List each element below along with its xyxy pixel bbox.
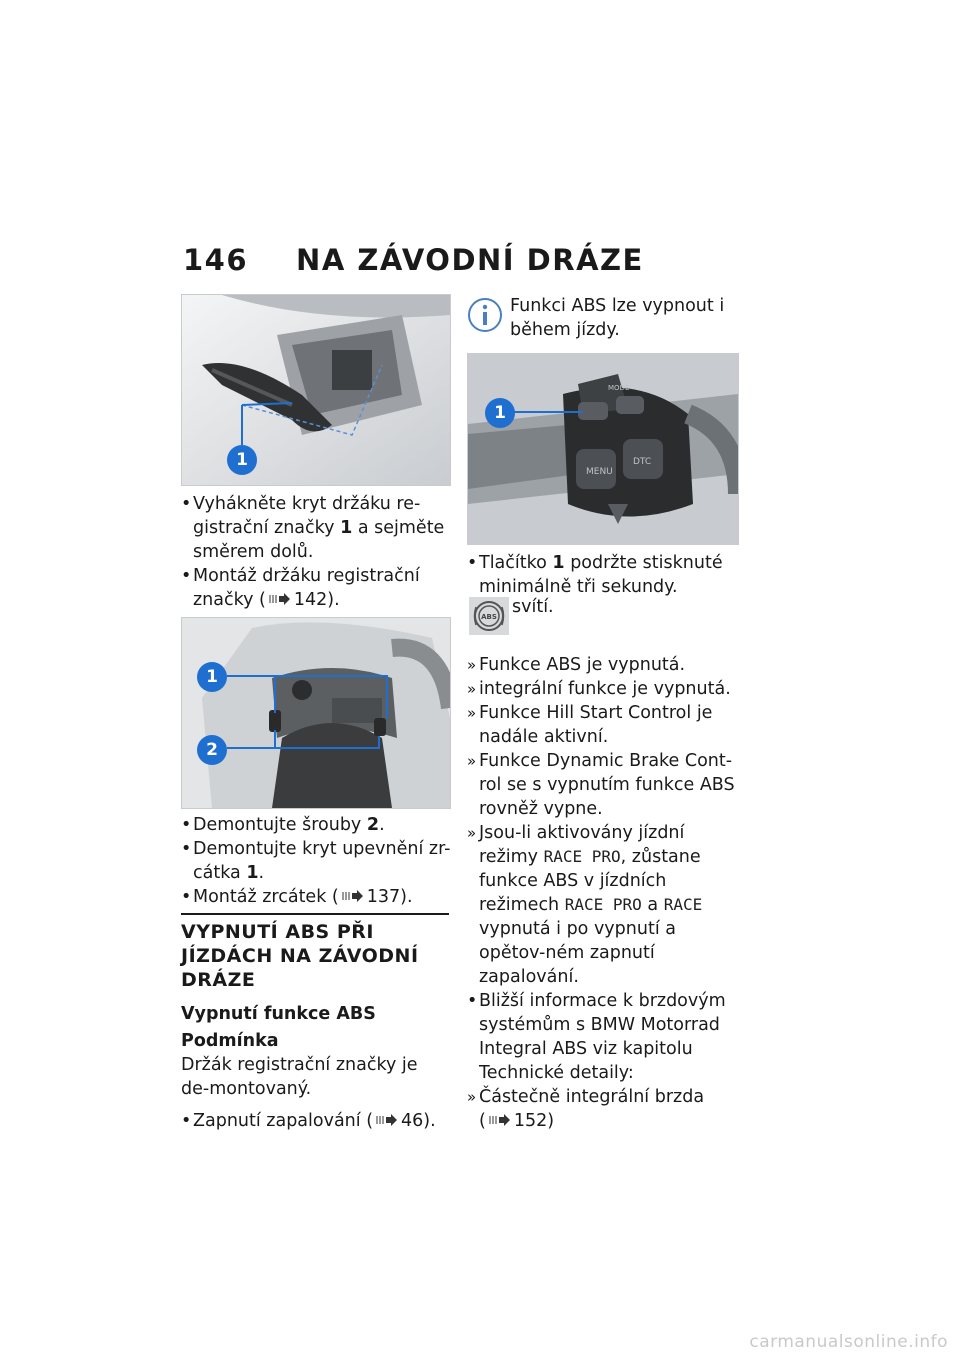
left-block-2 (181, 813, 451, 909)
section-divider (181, 913, 449, 915)
more-info: • Bližší informace k brzdovým systémům s BMW Motorrad Integral ABS viz kapitolu Technické detaily: (467, 989, 742, 1085)
callout-2: 2 (197, 735, 227, 765)
result-abs-off: » Funkce ABS je vypnutá. (467, 653, 742, 677)
figure-mirror-mounts (181, 617, 451, 809)
menu-label: MENU (586, 467, 613, 477)
license-plate-holder-illustration (182, 295, 450, 485)
step-press-button: • Tlačítko 1 podržte stisknuté minimálně tři sekundy. (467, 551, 742, 599)
step-remove-mirror-cover: • Demontujte kryt upevnění zr-cátka 1. (181, 837, 451, 885)
mode-label: MODE (608, 384, 630, 392)
section-heading: VYPNUTÍ ABS PŘI JÍZDÁCH NA ZÁVODNÍ DRÁZE (181, 921, 419, 991)
page-reference-icon (342, 889, 364, 903)
mirror-mounts-illustration (182, 618, 450, 808)
result-dynamic-brake: » Funkce Dynamic Brake Cont-rol se s vypnutím funkce ABS rovněž vypne. (467, 749, 742, 821)
callout-1: 1 (197, 662, 227, 692)
callout-1: 1 (485, 398, 515, 428)
callout-1: 1 (227, 445, 257, 475)
lamp-status-text: svítí. (512, 597, 554, 617)
condition-text: Držák registrační značky je de-montovaný. (181, 1055, 418, 1099)
left-block-1 (181, 492, 451, 612)
result-riding-modes: » Jsou-li aktivovány jízdní režimy RACE PRO, zůstane funkce ABS v jízdních režimech RACE PRO a RACE vypnutá i po vypnutí a opětov-ném zapnutí zapalování. (467, 821, 742, 989)
step-mount-mirrors: • Montáž zrcátek ( 137). (181, 885, 451, 909)
page-reference-icon (489, 1113, 511, 1127)
sub-heading: Vypnutí funkce ABS (181, 1004, 376, 1024)
page-number: 146 (183, 243, 249, 277)
info-icon (467, 297, 503, 333)
figure-license-plate-holder (181, 294, 451, 486)
dtc-label: DTC (633, 457, 652, 467)
page-reference-icon (269, 592, 291, 606)
results-block (467, 653, 742, 1133)
right-block (467, 551, 742, 599)
result-partial-integral-brake: » Částečně integrální brzda ( 152) (467, 1085, 742, 1133)
result-hill-start: » Funkce Hill Start Control je nadále aktivní. (467, 701, 742, 749)
step-remove-screws: • Demontujte šrouby 2. (181, 813, 451, 837)
result-integral-off: » integrální funkce je vypnutá. (467, 677, 742, 701)
abs-warning-lamp-icon (469, 597, 509, 635)
page-header (183, 243, 644, 277)
abs-lamp-text: ABS (481, 613, 497, 621)
condition-heading: Podmínka (181, 1031, 279, 1051)
chapter-title: NA ZÁVODNÍ DRÁZE (296, 243, 644, 277)
handlebar-controls-illustration (468, 354, 738, 544)
watermark: carmanualsonline.info (749, 1332, 948, 1352)
left-section (181, 920, 451, 1133)
step-mount-plate-holder: • Montáž držáku registrační značky ( 142). (181, 564, 451, 612)
info-text: Funkci ABS lze vypnout i během jízdy. (510, 296, 725, 340)
step-ignition-on: • Zapnutí zapalování ( 46). (181, 1109, 451, 1133)
lamp-lights (512, 595, 554, 619)
step-unhook-cover: • Vyhákněte kryt držáku re-gistrační značky 1 a sejměte směrem dolů. (181, 492, 451, 564)
page-reference-icon (376, 1113, 398, 1127)
info-note (510, 294, 725, 342)
figure-handlebar-controls (467, 353, 739, 545)
